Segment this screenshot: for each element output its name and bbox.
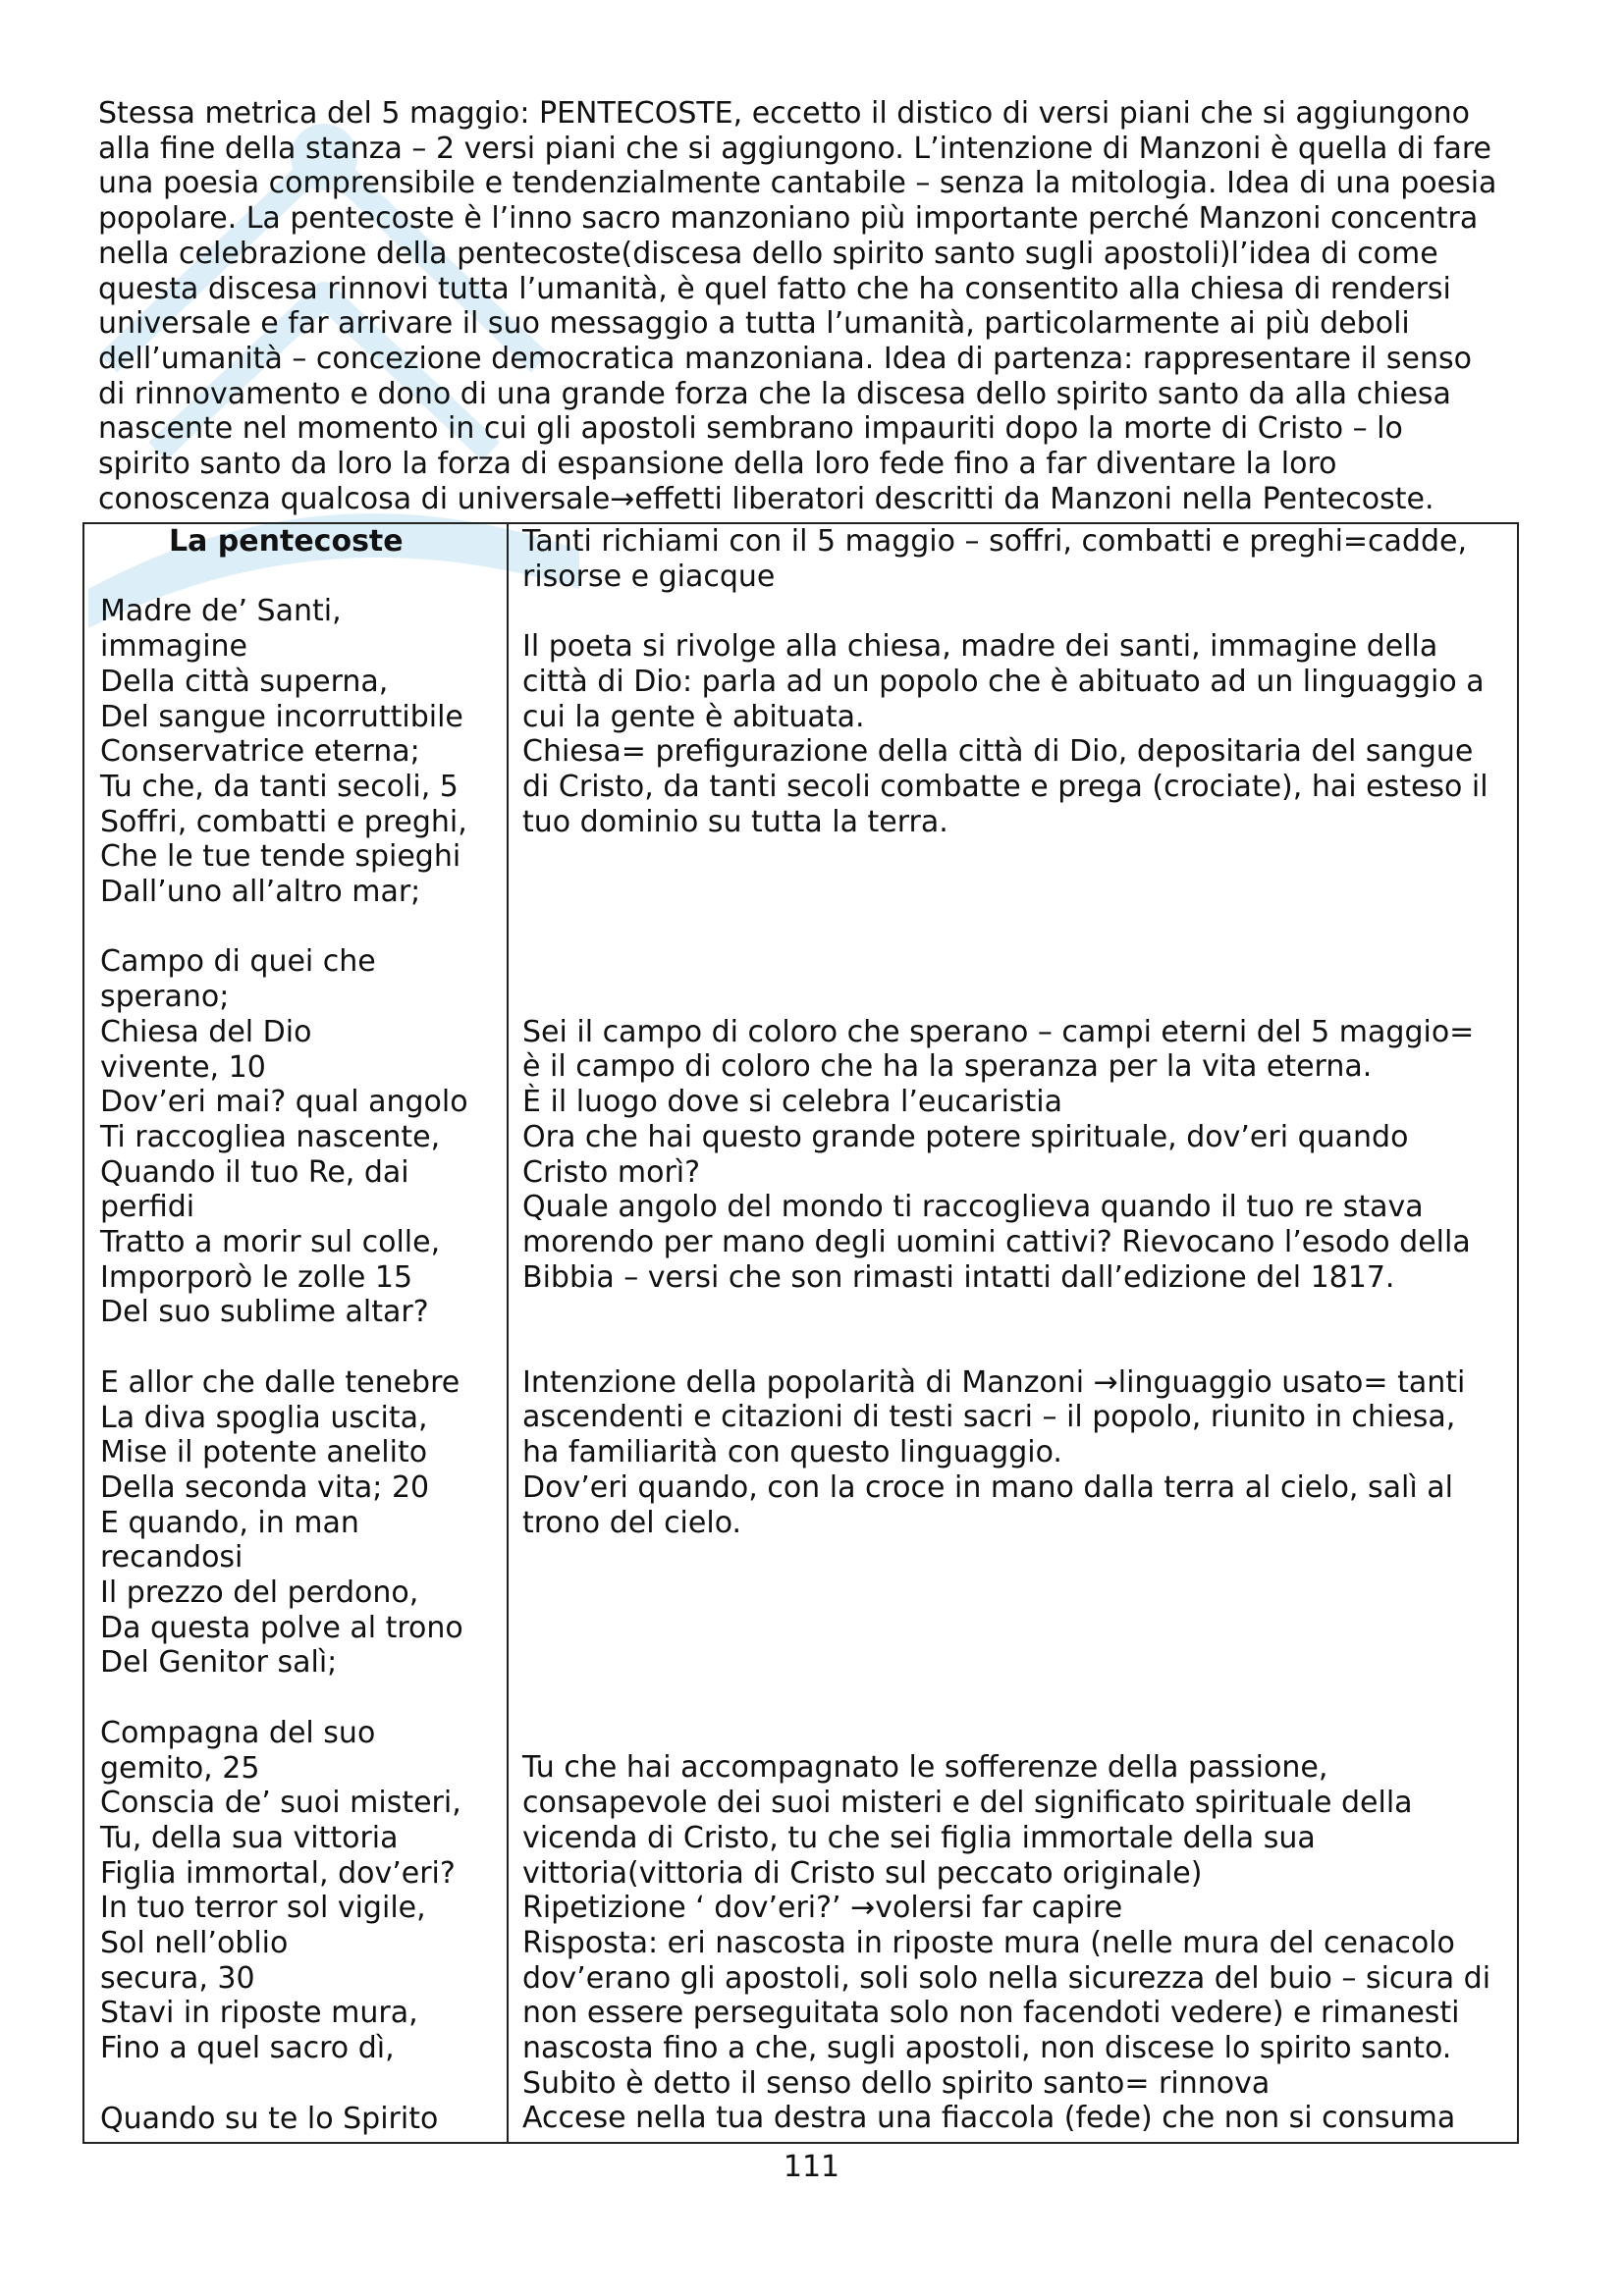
intro-line: popolare. La pentecoste è l’inno sacro manzoniano più importante perché Manzoni concentra [98,201,1479,237]
commentary-line: Tu che hai accompagnato le sofferenze della passione, [522,1750,1328,1786]
poem-line: Dall’uno all’altro mar; [100,875,421,910]
poem-line: Conservatrice eterna; [100,734,420,770]
poem-line: Tu che, da tanti secoli, 5 [100,769,459,804]
commentary-line: vicenda di Cristo, tu che sei figlia immortale della sua [522,1820,1316,1855]
commentary-line: non essere perseguitata solo non facendoti vedere) e rimanesti [522,1996,1460,2031]
intro-line: spirito santo da loro la forza di espansione della loro fede fino a far diventare la loro [98,447,1337,482]
poem-line: Stavi in riposte mura, [100,1996,418,2031]
commentary-line: consapevole dei suoi misteri e del significato spirituale della [522,1786,1413,1821]
poem-line: secura, 30 [100,1960,255,1996]
poem-line: gemito, 25 [100,1750,260,1786]
intro-line: una poesia comprensibile e tendenzialmente cantabile – senza la mitologia. Idea di una poesia [98,166,1497,201]
commentary-line: ascendenti e citazioni di testi sacri – il popolo, riunito in chiesa, [522,1400,1456,1435]
commentary-line: Subito è detto il senso dello spirito santo= rinnova [522,2065,1271,2101]
poem-line: Fino a quel sacro dì, [100,2031,395,2066]
poem-line [100,1330,507,1365]
poem-line: Tu, della sua vittoria [100,1820,399,1855]
commentary-line: ha familiarità con questo linguaggio. [522,1435,1062,1470]
intro-line: universale e far arrivare il suo messaggio a tutta l’umanità, particolarmente ai più deboli [98,306,1410,342]
commentary-line [522,1716,1517,1751]
commentary-line: Sei il campo di coloro che sperano – campi eterni del 5 maggio= [522,1014,1475,1049]
poem-line: Tratto a morir sul colle, [100,1225,441,1260]
commentary-line: Chiesa= prefigurazione della città di Dio, depositaria del sangue [522,734,1474,770]
intro-line: alla fine della stanza – 2 versi piani che si aggiungono. L’intenzione di Manzoni è quella di fare [98,131,1491,166]
poem-line: recandosi [100,1540,243,1575]
commentary-line [522,1295,1517,1330]
commentary-line: Intenzione della popolarità di Manzoni →linguaggio usato= tanti [522,1364,1466,1400]
poem-line [100,2066,507,2102]
commentary-line: risorse e giacque [522,559,776,594]
poem-line: E allor che dalle tenebre [100,1364,460,1400]
intro-line: nella celebrazione della pentecoste(discesa dello spirito santo sugli apostoli)l’idea di come [98,236,1438,271]
poem-line: immagine [100,629,248,665]
commentary-line: È il luogo dove si celebra l’eucaristia [522,1085,1063,1120]
poem-line: Conscia de’ suoi misteri, [100,1786,461,1821]
commentary-line: città di Dio: parla ad un popolo che è abituato ad un linguaggio a [522,664,1485,699]
poem-line: Della seconda vita; 20 [100,1469,430,1505]
commentary-line: Bibbia – versi che son rimasti intatti dall’edizione del 1817. [522,1259,1395,1295]
poem-commentary-table [82,522,1519,2144]
intro-line: dell’umanità – concezione democratica manzoniana. Idea di partenza: rappresentare il senso [98,341,1472,376]
poem-line: Madre de’ Santi, [100,594,342,629]
poem-line [100,560,507,595]
commentary-column [508,523,1518,2143]
commentary-line: è il campo di coloro che ha la speranza per la vita eterna. [522,1049,1373,1085]
commentary-line [522,1330,1517,1365]
poem-line: Imporporò le zolle 15 [100,1259,413,1295]
intro-line: nascente nel momento in cui gli apostoli sembrano impauriti dopo la morte di Cristo – lo [98,411,1403,447]
commentary-line [522,1645,1517,1681]
commentary-line: Risposta: eri nascosta in riposte mura (nelle mura del cenacolo [522,1925,1455,1960]
poem-line: Ti raccoglieа nascente, [100,1119,441,1154]
poem-line: In tuo terror sol vigile, [100,1891,426,1926]
poem-line: Quando il tuo Re, dai [100,1154,409,1190]
poem-line: perfidi [100,1190,195,1225]
commentary-line [522,980,1517,1015]
poem-line: E quando, in man [100,1505,359,1540]
commentary-line: di Cristo, da tanti secoli combatte e prega (crociate), hai esteso il [522,769,1488,804]
commentary-line [522,839,1517,875]
commentary-line: Il poeta si rivolge alla chiesa, madre dei santi, immagine della [522,629,1438,665]
poem-title: La pentecoste [169,524,404,559]
commentary-line: Ora che hai questo grande potere spirituale, dov’eri quando [522,1119,1409,1154]
poem-line: Del Genitor salì; [100,1645,338,1681]
commentary-line: Ripetizione ‘ dov’eri?’ →volersi far capire [522,1891,1123,1926]
commentary-line [522,1575,1517,1611]
poem-line: Compagna del suo [100,1715,376,1750]
commentary-line [522,875,1517,910]
intro-line: conoscenza qualcosa di universale→effetti liberatori descritti da Manzoni nella Pentecoste. [98,481,1434,516]
commentary-line: vittoria(vittoria di Cristo sul peccato originale) [522,1855,1203,1891]
poem-line: Mise il potente anelito [100,1435,428,1470]
commentary-line: dov’erano gli apostoli, soli solo nella sicurezza del buio – sicura di [522,1960,1491,1996]
poem-line: Figlia immortal, dov’eri? [100,1855,456,1891]
intro-line: di rinnovamento e dono di una grande forza che la discesa dello spirito santo da alla chiesa [98,376,1451,411]
commentary-line: trono del cielo. [522,1505,742,1540]
commentary-line: Tanti richiami con il 5 maggio – soffri, combatti e preghi=cadde, [522,524,1468,559]
commentary-line: tuo dominio su tutta la terra. [522,804,948,839]
poem-line: vivente, 10 [100,1049,266,1085]
poem-line: Chiesa del Dio [100,1014,312,1049]
commentary-line [522,1540,1517,1575]
poem-line [100,1681,507,1716]
commentary-line [522,1681,1517,1716]
commentary-line [522,910,1517,945]
poem-line: Il prezzo del perdono, [100,1575,419,1611]
commentary-line: Accese nella tua destra una fiaccola (fede) che non si consuma [522,2101,1456,2136]
intro-paragraph [98,96,1532,516]
commentary-line: Cristo morì? [522,1154,701,1190]
poem-line: Del suo sublime altar? [100,1295,429,1330]
commentary-line [522,594,1517,629]
poem-line: Del sangue incorruttibile [100,699,463,734]
poem-line: Dov’eri mai? qual angolo [100,1085,468,1120]
intro-line: questa discesa rinnovi tutta l’umanità, è quel fatto che ha consentito alla chiesa di rendersi [98,271,1451,306]
poem-line: Sol nell’oblio [100,1926,289,1961]
commentary-line [522,1611,1517,1646]
page-number: 111 [783,2150,840,2184]
poem-lines [100,560,507,2137]
commentary-line: nascosta fino a che, sugli apostoli, non discese lo spirito santo. [522,2031,1452,2066]
poem-line: Da questa polve al trono [100,1610,463,1645]
poem-line: Soffri, combatti e preghi, [100,804,467,839]
commentary-line [522,944,1517,980]
poem-line [100,910,507,945]
poem-line: Quando su te lo Spirito [100,2101,439,2136]
poem-line: Campo di quei che [100,944,376,980]
poem-line: sperano; [100,980,230,1015]
commentary-line: cui la gente è abituata. [522,699,865,734]
commentary-line: morendo per mano degli uomini cattivi? Rievocano l’esodo della [522,1224,1471,1259]
intro-line: Stessa metrica del 5 maggio: PENTECOSTE, eccetto il distico di versi piani che si aggiungono [98,96,1470,131]
commentary-lines [522,524,1517,2136]
poem-line: Che le tue tende spieghi [100,839,461,875]
poem-column [83,523,508,2143]
poem-line: Della città superna, [100,664,389,699]
commentary-line: Dov’eri quando, con la croce in mano dalla terra al cielo, salì al [522,1469,1453,1505]
poem-line: La diva spoglia uscita, [100,1400,428,1435]
commentary-line: Quale angolo del mondo ti raccoglieva quando il tuo re stava [522,1190,1424,1225]
